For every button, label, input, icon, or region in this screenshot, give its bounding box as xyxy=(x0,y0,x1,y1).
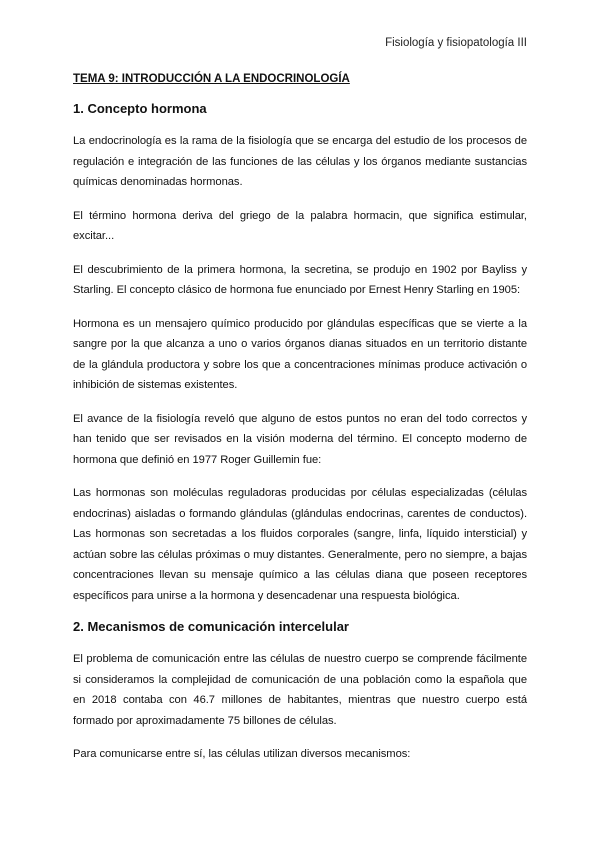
section-heading-1: 1. Concepto hormona xyxy=(73,101,207,116)
paragraph: La endocrinología es la rama de la fisiología que se encarga del estudio de los procesos de regulación e integración de las funciones de las células y los órganos mediante sustancias químicas denominadas hormonas. xyxy=(73,135,527,188)
section-heading-2: 2. Mecanismos de comunicación intercelular xyxy=(73,619,349,634)
document-title: TEMA 9: INTRODUCCIÓN A LA ENDOCRINOLOGÍA xyxy=(73,73,350,85)
paragraph: El término hormona deriva del griego de la palabra hormacin, que significa estimular, excitar... xyxy=(73,209,527,242)
page-content xyxy=(73,72,527,778)
paragraph: El problema de comunicación entre las células de nuestro cuerpo se comprende fácilmente si consideramos la complejidad de comunicación de una población como la española que en 2018 contaba con 46.7 millones de habitantes, mientras que nuestro cuerpo está formado por aproximadamente 75 billones de células. xyxy=(73,653,527,727)
paragraph: Para comunicarse entre sí, las células utilizan diversos mecanismos: xyxy=(73,748,411,760)
running-header: Fisiología y fisiopatología III xyxy=(385,37,527,49)
paragraph: Las hormonas son moléculas reguladoras producidas por células especializadas (células endocrinas) aisladas o formando glándulas (glándulas endocrinas, carentes de conductos). Las hormonas son secretadas a los fluidos corporales (sangre, linfa, líquido intersticial) y actúan sobre las células próximas o muy distantes. Generalmente, pero no siempre, a bajas concentraciones llevan su mensaje químico a las células diana que poseen receptores específicos para unirse a la hormona y desencadenar una respuesta biológica. xyxy=(73,487,527,602)
paragraph: El descubrimiento de la primera hormona, la secretina, se produjo en 1902 por Bayliss y Starling. El concepto clásico de hormona fue enunciado por Ernest Henry Starling en 1905: xyxy=(73,263,527,296)
paragraph: Hormona es un mensajero químico producido por glándulas específicas que se vierte a la sangre por la que alcanza a uno o varios órganos dianas situados en un territorio distante de la glándula productora y sobre los que a concentraciones mínimas produce activación o inhibición de sistemas existentes. xyxy=(73,317,527,391)
paragraph: El avance de la fisiología reveló que alguno de estos puntos no eran del todo correctos y han tenido que ser revisados en la visión moderna del término. El concepto moderno de hormona que definió en 1977 Roger Guillemin fue: xyxy=(73,412,527,466)
